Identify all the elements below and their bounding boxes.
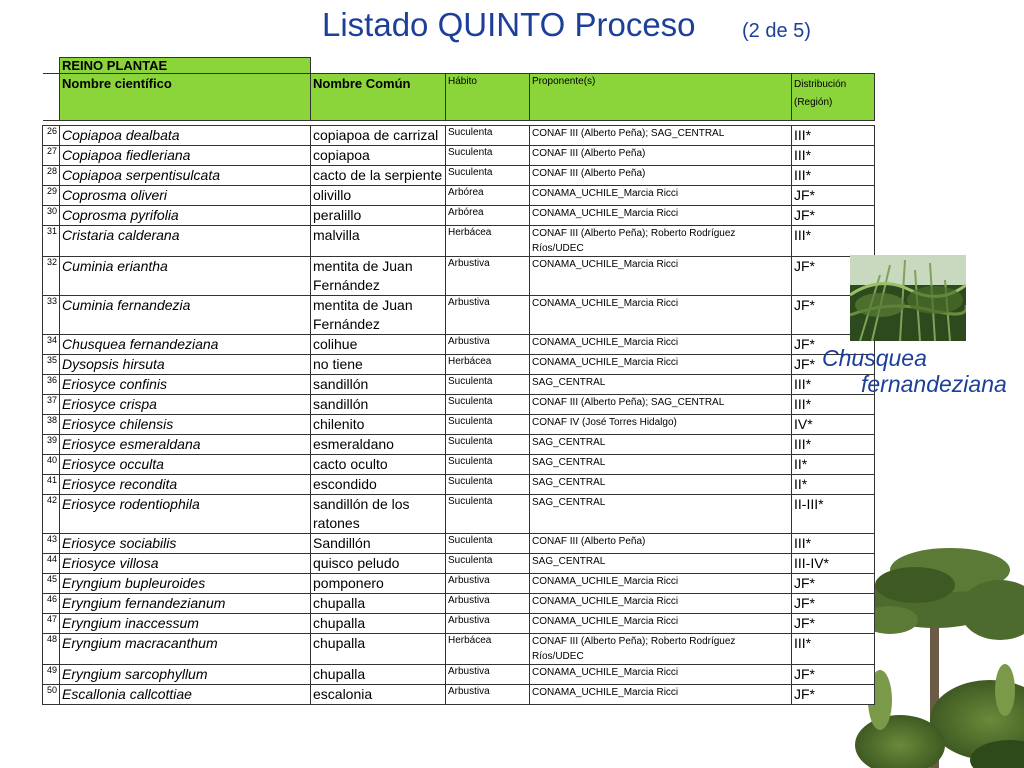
habit-cell: Suculenta — [446, 495, 530, 534]
scientific-name-cell: Eriosyce recondita — [60, 475, 311, 495]
common-name-cell: copiapoa de carrizal — [311, 126, 446, 146]
scientific-name-cell: Coprosma oliveri — [60, 186, 311, 206]
table-row — [43, 257, 875, 296]
habit-cell: Herbácea — [446, 355, 530, 375]
distribution-cell: II* — [792, 455, 875, 475]
table-row — [43, 614, 875, 634]
scientific-name-cell: Eriosyce crispa — [60, 395, 311, 415]
proponent-cell: CONAMA_UCHILE_Marcia Ricci — [530, 665, 792, 685]
common-name-cell: chupalla — [311, 614, 446, 634]
common-name-cell: chupalla — [311, 634, 446, 665]
row-number-cell: 27 — [43, 146, 60, 166]
common-name-cell: colihue — [311, 335, 446, 355]
scientific-name-cell: Chusquea fernandeziana — [60, 335, 311, 355]
distribution-cell: JF* — [792, 335, 875, 355]
title-page-indicator: (2 de 5) — [742, 20, 811, 42]
distribution-cell: III* — [792, 634, 875, 665]
proponent-cell: CONAMA_UCHILE_Marcia Ricci — [530, 186, 792, 206]
common-name-cell: mentita de Juan Fernández — [311, 296, 446, 335]
table-row — [43, 455, 875, 475]
row-number-cell: 49 — [43, 665, 60, 685]
distribution-cell: IV* — [792, 415, 875, 435]
proponent-cell: SAG_CENTRAL — [530, 475, 792, 495]
col-header-common-name: Nombre Común — [311, 74, 446, 121]
common-name-cell: pomponero — [311, 574, 446, 594]
common-name-cell: Sandillón — [311, 534, 446, 554]
habit-cell: Suculenta — [446, 554, 530, 574]
common-name-cell: sandillón — [311, 375, 446, 395]
proponent-cell: CONAF III (Alberto Peña) — [530, 166, 792, 186]
row-number-cell: 30 — [43, 206, 60, 226]
habit-cell: Arbórea — [446, 206, 530, 226]
habit-cell: Arbustiva — [446, 665, 530, 685]
title-main: Listado QUINTO Proceso — [322, 6, 696, 43]
row-number-cell: 39 — [43, 435, 60, 455]
row-number-cell: 35 — [43, 355, 60, 375]
habit-cell: Suculenta — [446, 395, 530, 415]
col-header-habit: Hábito — [446, 74, 530, 121]
photo-caption-genus: Chusquea — [822, 345, 927, 371]
proponent-cell: CONAMA_UCHILE_Marcia Ricci — [530, 296, 792, 335]
habit-cell: Suculenta — [446, 126, 530, 146]
common-name-cell: cacto oculto — [311, 455, 446, 475]
common-name-cell: olivillo — [311, 186, 446, 206]
proponent-cell: SAG_CENTRAL — [530, 455, 792, 475]
row-number-cell: 29 — [43, 186, 60, 206]
habit-cell: Suculenta — [446, 166, 530, 186]
scientific-name-cell: Eryngium bupleuroides — [60, 574, 311, 594]
habit-cell: Herbácea — [446, 634, 530, 665]
scientific-name-cell: Eriosyce sociabilis — [60, 534, 311, 554]
scientific-name-cell: Coprosma pyrifolia — [60, 206, 311, 226]
habit-cell: Arbustiva — [446, 296, 530, 335]
common-name-cell: mentita de Juan Fernández — [311, 257, 446, 296]
distribution-cell: III* — [792, 375, 875, 395]
habit-cell: Suculenta — [446, 146, 530, 166]
species-table — [42, 57, 875, 705]
slide-title — [0, 6, 1024, 52]
distribution-cell: III* — [792, 166, 875, 186]
row-number-cell: 41 — [43, 475, 60, 495]
row-number-cell: 48 — [43, 634, 60, 665]
common-name-cell: sandillón de los ratones — [311, 495, 446, 534]
proponent-cell: SAG_CENTRAL — [530, 554, 792, 574]
distribution-cell: III* — [792, 534, 875, 554]
row-number-cell: 38 — [43, 415, 60, 435]
scientific-name-cell: Escallonia callcottiae — [60, 685, 311, 705]
proponent-cell: CONAF III (Alberto Peña) — [530, 534, 792, 554]
scientific-name-cell: Eriosyce esmeraldana — [60, 435, 311, 455]
distribution-cell: III* — [792, 146, 875, 166]
photo-caption-species: fernandeziana — [861, 371, 1007, 397]
table-row — [43, 355, 875, 375]
distribution-cell: JF* — [792, 257, 875, 296]
distribution-cell: JF* — [792, 186, 875, 206]
table-row — [43, 685, 875, 705]
distribution-cell: III* — [792, 126, 875, 146]
row-number-cell: 47 — [43, 614, 60, 634]
table-row — [43, 126, 875, 146]
table-row — [43, 574, 875, 594]
table-row — [43, 335, 875, 355]
proponent-cell: CONAF III (Alberto Peña) — [530, 146, 792, 166]
table-row — [43, 186, 875, 206]
proponent-cell: CONAMA_UCHILE_Marcia Ricci — [530, 614, 792, 634]
table-row — [43, 226, 875, 257]
row-number-cell: 36 — [43, 375, 60, 395]
table-row — [43, 475, 875, 495]
row-number-cell: 37 — [43, 395, 60, 415]
chusquea-photo — [850, 255, 966, 341]
scientific-name-cell: Eryngium fernandezianum — [60, 594, 311, 614]
row-number-cell: 34 — [43, 335, 60, 355]
kingdom-header: REINO PLANTAE — [60, 58, 311, 74]
common-name-cell: copiapoa — [311, 146, 446, 166]
distribution-cell: III* — [792, 395, 875, 415]
distribution-cell: JF* — [792, 206, 875, 226]
habit-cell: Arbustiva — [446, 685, 530, 705]
scientific-name-cell: Eryngium sarcophyllum — [60, 665, 311, 685]
scientific-name-cell: Cristaria calderana — [60, 226, 311, 257]
common-name-cell: peralillo — [311, 206, 446, 226]
table-row — [43, 594, 875, 614]
table-row — [43, 634, 875, 665]
row-number-cell: 31 — [43, 226, 60, 257]
proponent-cell: CONAF III (Alberto Peña); SAG_CENTRAL — [530, 395, 792, 415]
habit-cell: Arbustiva — [446, 574, 530, 594]
table-row — [43, 495, 875, 534]
scientific-name-cell: Eriosyce occulta — [60, 455, 311, 475]
scientific-name-cell: Cuminia eriantha — [60, 257, 311, 296]
row-number-cell: 40 — [43, 455, 60, 475]
row-number-cell: 32 — [43, 257, 60, 296]
proponent-cell: CONAMA_UCHILE_Marcia Ricci — [530, 355, 792, 375]
scientific-name-cell: Copiapoa fiedleriana — [60, 146, 311, 166]
common-name-cell: chupalla — [311, 665, 446, 685]
ground-foliage-icon — [855, 664, 1024, 768]
habit-cell: Arbustiva — [446, 335, 530, 355]
distribution-cell: JF* — [792, 685, 875, 705]
common-name-cell: no tiene — [311, 355, 446, 375]
proponent-cell: CONAF III (Alberto Peña); Roberto Rodríguez Ríos/UDEC — [530, 634, 792, 665]
table-row — [43, 395, 875, 415]
header-row-columns — [43, 74, 875, 121]
proponent-cell: CONAMA_UCHILE_Marcia Ricci — [530, 257, 792, 296]
row-number-cell: 50 — [43, 685, 60, 705]
table-row — [43, 296, 875, 335]
common-name-cell: sandillón — [311, 395, 446, 415]
row-number-cell: 45 — [43, 574, 60, 594]
habit-cell: Suculenta — [446, 415, 530, 435]
proponent-cell: CONAF III (Alberto Peña); SAG_CENTRAL — [530, 126, 792, 146]
row-number-cell: 26 — [43, 126, 60, 146]
proponent-cell: CONAMA_UCHILE_Marcia Ricci — [530, 685, 792, 705]
table-row — [43, 166, 875, 186]
common-name-cell: escondido — [311, 475, 446, 495]
common-name-cell: cacto de la serpiente — [311, 166, 446, 186]
scientific-name-cell: Eriosyce rodentiophila — [60, 495, 311, 534]
scientific-name-cell: Eriosyce villosa — [60, 554, 311, 574]
distribution-cell: JF* — [792, 614, 875, 634]
scientific-name-cell: Eryngium inaccessum — [60, 614, 311, 634]
scientific-name-cell: Copiapoa dealbata — [60, 126, 311, 146]
common-name-cell: esmeraldano — [311, 435, 446, 455]
proponent-cell: SAG_CENTRAL — [530, 495, 792, 534]
proponent-cell: CONAMA_UCHILE_Marcia Ricci — [530, 206, 792, 226]
proponent-cell: CONAMA_UCHILE_Marcia Ricci — [530, 574, 792, 594]
habit-cell: Arbustiva — [446, 257, 530, 296]
common-name-cell: escalonia — [311, 685, 446, 705]
distribution-cell: JF* — [792, 665, 875, 685]
row-number-cell: 44 — [43, 554, 60, 574]
scientific-name-cell: Eriosyce confinis — [60, 375, 311, 395]
header-row-kingdom — [43, 58, 875, 74]
distribution-cell: II* — [792, 475, 875, 495]
bamboo-plant-icon — [850, 255, 966, 341]
table-row — [43, 206, 875, 226]
habit-cell: Suculenta — [446, 375, 530, 395]
common-name-cell: malvilla — [311, 226, 446, 257]
habit-cell: Arbórea — [446, 186, 530, 206]
distribution-cell: JF* — [792, 296, 875, 335]
row-number-cell: 33 — [43, 296, 60, 335]
row-number-cell: 43 — [43, 534, 60, 554]
scientific-name-cell: Cuminia fernandezia — [60, 296, 311, 335]
proponent-cell: CONAF III (Alberto Peña); Roberto Rodríguez Ríos/UDEC — [530, 226, 792, 257]
table-row — [43, 146, 875, 166]
table-row — [43, 534, 875, 554]
scientific-name-cell: Copiapoa serpentisulcata — [60, 166, 311, 186]
table-row — [43, 375, 875, 395]
distribution-cell: III* — [792, 435, 875, 455]
proponent-cell: CONAMA_UCHILE_Marcia Ricci — [530, 335, 792, 355]
col-header-distribution: Distribución (Región) — [792, 74, 875, 121]
table-row — [43, 554, 875, 574]
scientific-name-cell: Eryngium macracanthum — [60, 634, 311, 665]
distribution-cell: II-III* — [792, 495, 875, 534]
proponent-cell: SAG_CENTRAL — [530, 435, 792, 455]
habit-cell: Arbustiva — [446, 614, 530, 634]
proponent-cell: CONAMA_UCHILE_Marcia Ricci — [530, 594, 792, 614]
distribution-cell: JF* — [792, 594, 875, 614]
common-name-cell: chilenito — [311, 415, 446, 435]
scientific-name-cell: Dysopsis hirsuta — [60, 355, 311, 375]
distribution-cell: III* — [792, 226, 875, 257]
distribution-cell: JF* — [792, 355, 875, 375]
col-header-proponents: Proponente(s) — [530, 74, 792, 121]
scientific-name-cell: Eriosyce chilensis — [60, 415, 311, 435]
row-number-cell: 28 — [43, 166, 60, 186]
common-name-cell: chupalla — [311, 594, 446, 614]
habit-cell: Suculenta — [446, 455, 530, 475]
habit-cell: Suculenta — [446, 435, 530, 455]
habit-cell: Herbácea — [446, 226, 530, 257]
distribution-cell: JF* — [792, 574, 875, 594]
habit-cell: Suculenta — [446, 475, 530, 495]
common-name-cell: quisco peludo — [311, 554, 446, 574]
table-row — [43, 665, 875, 685]
habit-cell: Suculenta — [446, 534, 530, 554]
table-row — [43, 415, 875, 435]
table-row — [43, 435, 875, 455]
proponent-cell: SAG_CENTRAL — [530, 375, 792, 395]
row-number-cell: 46 — [43, 594, 60, 614]
row-number-cell: 42 — [43, 495, 60, 534]
habit-cell: Arbustiva — [446, 594, 530, 614]
col-header-scientific-name: Nombre científico — [60, 74, 311, 121]
distribution-cell: III-IV* — [792, 554, 875, 574]
proponent-cell: CONAF IV (José Torres Hidalgo) — [530, 415, 792, 435]
